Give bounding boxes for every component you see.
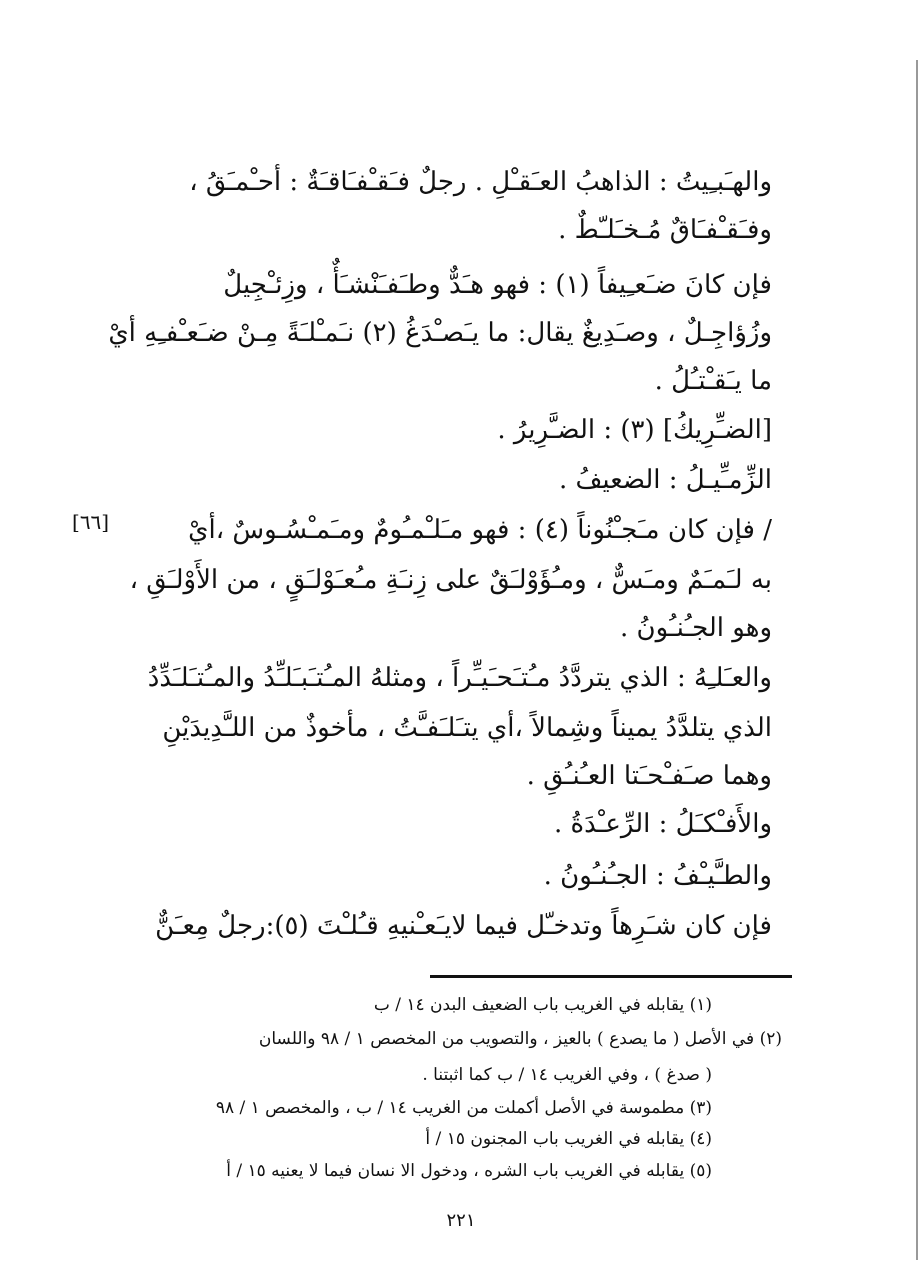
page-number: ٢٢١	[446, 1210, 476, 1231]
body-line-1: والهـَبـِيتُ : الذاهبُ العـَقـْلِ . رجلٌ فـَقـْفـَاقـَةٌ : أحـْمـَقُ ،	[189, 167, 772, 197]
body-line-7: الزِّمـِّيـلُ : الضعيفُ .	[558, 465, 772, 495]
body-line-6: [الضـِّرِيكُ] (٣) : الضـَّرِيرُ .	[497, 415, 772, 445]
footnote-separator	[430, 975, 792, 978]
page-marker: [٦٦]	[72, 510, 110, 534]
body-line-9: به لـَمـَمٌ ومـَسٌّ ، ومـُؤَوْلـَقٌ على زِنـَةِ مـُعـَوْلـَقٍ ، من الأَوْلـَقِ ،	[129, 565, 772, 595]
footnote-1: (١) يقابله في الغريب باب الضعيف البدن ١٤ / ب	[373, 995, 712, 1015]
body-line-13: وهما صـَفـْحـَتا العـُنـُقِ .	[526, 761, 772, 791]
body-line-5: ما يـَقـْتـُلُ .	[654, 366, 772, 396]
body-line-14: والأَفـْكـَلُ : الرِّعـْدَةُ .	[553, 809, 772, 839]
footnote-3: (٣) مطموسة في الأصل أكملت من الغريب ١٤ / ب ، والمخصص ١ / ٩٨	[215, 1098, 712, 1118]
body-line-10: وهو الجـُنـُونُ .	[619, 613, 772, 643]
body-line-15: والطـَّيـْفُ : الجـُنـُونُ .	[543, 861, 772, 891]
body-line-12: الذي يتلدَّدُ يميناً وشِمالاً ،أي يتـَلـَفـَّتُ ، مأخوذٌ من اللـَّدِيدَيْنِ	[162, 713, 772, 743]
body-line-3: فإن كانَ ضـَعـِيفاً (١) : فهو هـَدٌّ وطـَفـَنْشـَأٌ ، وزِئـْجِيلٌ	[223, 270, 772, 300]
footnote-2: (٢) في الأصل ( ما يصدع ) بالعيز ، والتصويب من المخصص ١ / ٩٨ واللسان	[258, 1029, 782, 1049]
footnote-5: (٥) يقابله في الغريب باب الشره ، ودخول الا نسان فيما لا يعنيه ١٥ / أ	[226, 1161, 712, 1181]
body-line-4: وزُؤاجِـلٌ ، وصـَدِيغٌ يقال: ما يـَصـْدَغُ (٢) نـَمـْلـَةً مِـنْ ضـَعـْفـِهِ أيْ	[108, 318, 772, 348]
body-line-11: والعـَلـِهُ : الذي يتردَّدُ مـُتـَحـَيـِّراً ، ومثلهُ المـُتـَبـَلـِّدُ والمـُتـَلـَدِّدُ	[147, 663, 772, 693]
body-line-16: فإن كان شـَرِهاً وتدخـّل فيما لايـَعـْنيهِ قـُلـْتَ (٥):رجلٌ مِعـَنٌّ	[155, 911, 772, 941]
footnote-2-continued: ( صدغ ) ، وفي الغريب ١٤ / ب كما اثبتنا .	[422, 1065, 712, 1085]
scan-edge-line	[916, 60, 918, 1260]
footnote-4: (٤) يقابله في الغريب باب المجنون ١٥ / أ	[425, 1129, 712, 1149]
body-line-8: / فإن كان مـَجـْنُوناً (٤) : فهو مـَلـْمـُومٌ ومـَمـْسُـوسٌ ،أيْ	[188, 515, 772, 545]
body-line-2: وفـَقـْفـَاقٌ مُـخـَلـّطٌ .	[558, 215, 772, 245]
